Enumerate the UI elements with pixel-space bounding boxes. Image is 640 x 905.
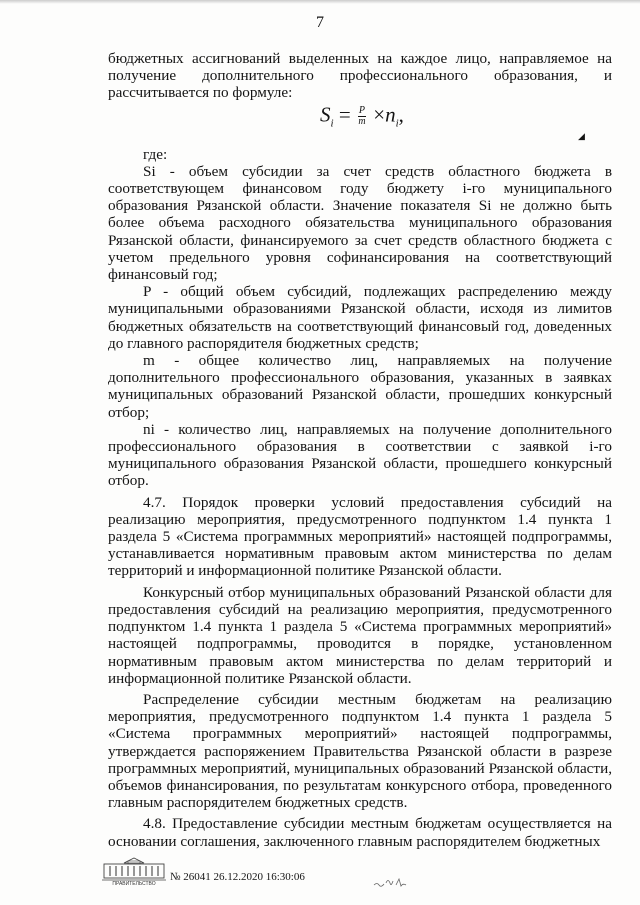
formula-block [108,102,612,146]
stamp-label: ПРАВИТЕЛЬСТВО [112,881,156,887]
registration-footer [100,855,520,895]
formula-var: n [385,101,396,126]
formula-fraction [358,106,366,127]
paragraph-4-7: 4.7. Порядок проверки условий предоставления субсидий на реализацию мероприятия, предусмотренного подпунктом 1.4 пункта 1 раздела 5 «Система программных мероприятий» настоящей подпрограммы, устанавливается нормативным правовым актом министерства по делам территорий и информационной политике Рязанской области. [108,493,612,580]
scan-mark-icon: ◢ [578,130,585,141]
paragraph-p: P - общий объем субсидий, подлежащих распределению между муниципальными образованиями Рязанской области, исходя из лимитов бюджетных обязательств на соответствующий финансовый год, доведенных до главного распорядителя бюджетных средств; [108,283,612,352]
paragraph-ni: ni - количество лиц, направляемых на получение дополнительного профессионального образования в соответствии с заявкой i-го муниципального образования Рязанской области, прошедшего конкурсный отбор. [108,420,612,490]
formula-times: × [373,101,386,126]
signature-scribble-icon [372,873,412,891]
formula-denominator: m [358,115,366,127]
formula-numerator: P [358,104,366,116]
paragraph-m: m - общее количество лиц, направляемых на получение дополнительного профессионального образования, указанных в заявках муниципальных образований Рязанской области, прошедших конкурсный отбор; [108,352,612,421]
formula-lhs-sub: i [330,117,334,130]
paragraph-4-8: 4.8. Предоставление субсидии местным бюджетам осуществляется на основании соглашения, заключенного главным распорядителем бюджетных [108,815,612,850]
formula-var-sub: i [395,117,399,130]
paragraph-distribution: Распределение субсидии местным бюджетам на реализацию мероприятия, предусмотренного подпунктом 1.4 пункта 1 раздела 5 «Система программных мероприятий» настоящей подпрограммы, утверждается распоряжением Правительства Рязанской области в разрезе программных мероприятий, муниципальных образований Рязанской области, объемов финансирования, по результатам конкурсного отбора, проведенного главным распорядителем бюджетных средств. [108,690,612,812]
page-number: 7 [316,14,324,31]
registration-number: № 26041 26.12.2020 16:30:06 [170,871,305,883]
formula-tail: , [398,101,404,126]
body-text [108,50,612,850]
formula-equals: = [338,101,351,126]
formula-lhs: S [320,101,331,126]
paragraph-si: Si - объем субсидии за счет средств областного бюджета в соответствующем финансовом году бюджету i-го муниципального образования Рязанской области. Значение показателя Si не должно быть более объема расходного обязательства муниципального образования Рязанской области, финансируемого за счет средств областного бюджета с учетом предельного уровня софинансирования на соответствующий финансовый год; [108,162,612,284]
paragraph-competition: Конкурсный отбор муниципальных образований Рязанской области для предоставления субсидий на реализацию мероприятия, предусмотренного подпунктом 1.4 пункта 1 раздела 5 «Система программных мероприятий» настоящей подпрограммы, проводится в порядке, установленном нормативным правовым актом министерства по делам территорий и информационной политике Рязанской области. [108,583,612,687]
paragraph-intro: бюджетных ассигнований выделенных на каждое лицо, направляемое на получение дополнительного профессионального образования, и рассчитывается по формуле: [108,50,612,102]
paragraph-where: где: [143,145,168,163]
scan-edge [0,0,640,4]
formula [320,101,404,133]
